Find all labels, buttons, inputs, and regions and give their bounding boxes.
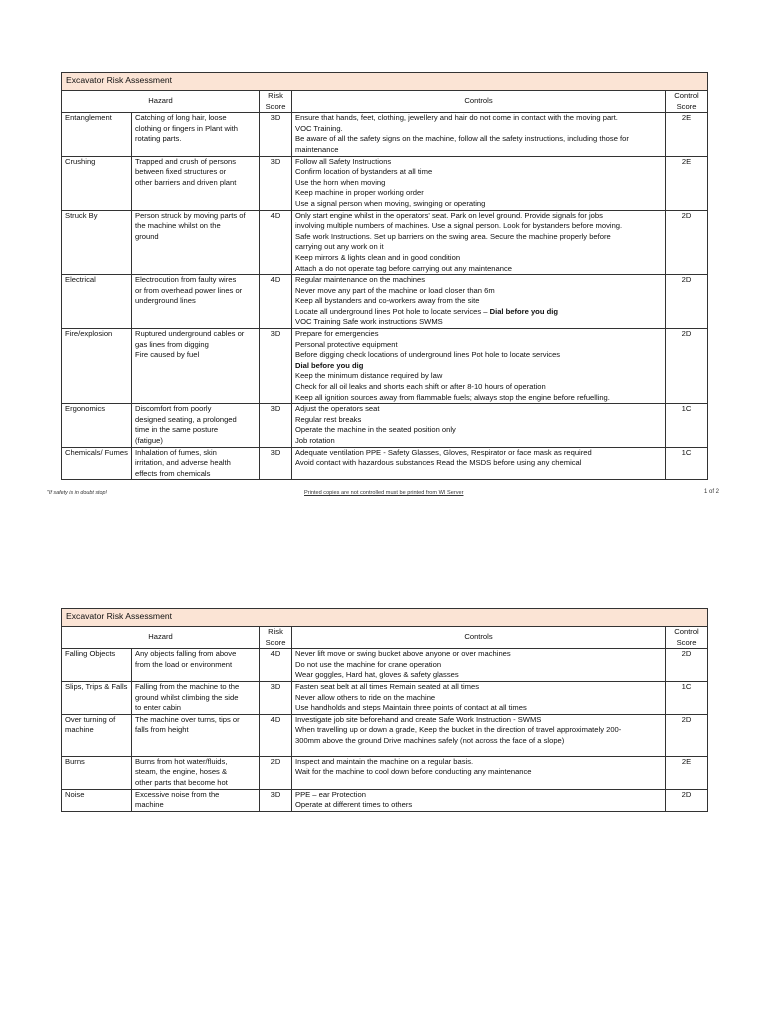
hazard-category: Fire/explosion <box>62 329 132 404</box>
risk-score: 3D <box>260 329 292 404</box>
control-line: Keep mirrors & lights clean and in good condition <box>295 252 461 262</box>
hazard-description: Ruptured underground cables or gas lines from digging Fire caused by fuel <box>132 329 260 404</box>
risk-score: 3D <box>260 404 292 447</box>
table-title-row <box>62 609 708 627</box>
printed-copies-note: Printed copies are not controlled must be printed from WI Server <box>304 490 464 496</box>
control-line: Check for all oil leaks and shorts each shift or after 8-10 hours of operation <box>295 382 546 392</box>
control-line: VOC Training Safe work instructions SWMS <box>295 317 443 327</box>
table-row <box>62 113 708 156</box>
hazard-description: Any objects falling from above from the load or environment <box>132 649 260 682</box>
hazard-description: Inhalation of fumes, skin irritation, and adverse health effects from chemicals <box>132 447 260 480</box>
table-row <box>62 714 708 756</box>
control-line: Operate at different times to others <box>295 800 413 810</box>
control-line: VOC Training. <box>295 123 343 133</box>
control-line: involving multiple numbers of machines. Use a signal person. Look for bystanders before moving. <box>295 221 623 231</box>
risk-score: 4D <box>260 649 292 682</box>
control-score: 1C <box>666 681 708 714</box>
control-line: Job rotation <box>295 436 335 445</box>
control-line: Personal protective equipment <box>295 339 398 349</box>
table-header-row <box>62 91 708 113</box>
control-line: Keep all ignition sources away from flammable fuels; always stop the engine before refuelling. <box>295 392 610 402</box>
control-score-header: Control Score <box>666 91 708 113</box>
control-line: Wear goggles, Hard hat, gloves & safety glasses <box>295 670 459 680</box>
hazard-description: The machine over turns, tips or falls from height <box>132 714 260 756</box>
control-score: 2D <box>666 275 708 329</box>
controls-cell <box>292 156 666 210</box>
table-row <box>62 756 708 789</box>
control-line: Adequate ventilation PPE - Safety Glasses, Gloves, Respirator or face mask as required <box>295 447 592 457</box>
control-line: Adjust the operators seat <box>295 404 380 414</box>
table-row <box>62 329 708 404</box>
control-line: Keep the minimum distance required by law <box>295 371 443 381</box>
controls-cell <box>292 329 666 404</box>
control-score: 1C <box>666 404 708 447</box>
controls-header: Controls <box>292 627 666 649</box>
control-score-header: Control Score <box>666 627 708 649</box>
control-line: PPE – ear Protection <box>295 789 366 799</box>
control-line: Keep machine in proper working order <box>295 188 424 198</box>
hazard-description: Discomfort from poorly designed seating, a prolonged time in the same posture (fatigue) <box>132 404 260 447</box>
controls-cell <box>292 756 666 789</box>
hazard-header: Hazard <box>62 91 260 113</box>
table-row <box>62 404 708 447</box>
hazard-category: Slips, Trips & Falls <box>62 681 132 714</box>
control-score: 2D <box>666 714 708 756</box>
control-score: 1C <box>666 447 708 480</box>
control-line: Before digging check locations of underground lines Pot hole to locate services <box>295 350 561 360</box>
table-header-row <box>62 627 708 649</box>
control-line: Investigate job site beforehand and create Safe Work Instruction - SWMS <box>295 714 542 724</box>
control-line: Inspect and maintain the machine on a regular basis. <box>295 756 474 766</box>
control-line: carrying out any work on it <box>295 242 384 252</box>
hazard-description: Electrocution from faulty wires or from overhead power lines or underground lines <box>132 275 260 329</box>
control-line: When travelling up or down a grade, Keep the bucket in the direction of travel approximately 200- <box>295 725 622 735</box>
table-row <box>62 210 708 275</box>
control-line: Fasten seat belt at all times Remain seated at all times <box>295 681 480 691</box>
controls-cell <box>292 275 666 329</box>
control-line: Dial before you dig <box>295 360 364 370</box>
controls-cell <box>292 714 666 756</box>
table-row <box>62 447 708 480</box>
control-line: Only start engine whilst in the operators' seat. Park on level ground. Provide signals for jobs <box>295 210 603 220</box>
controls-cell <box>292 789 666 811</box>
controls-cell <box>292 681 666 714</box>
control-line: Confirm location of bystanders at all time <box>295 167 433 177</box>
control-score: 2D <box>666 649 708 682</box>
controls-cell <box>292 447 666 480</box>
hazard-category: Electrical <box>62 275 132 329</box>
hazard-description: Burns from hot water/fluids, steam, the engine, hoses & other parts that become hot <box>132 756 260 789</box>
control-line: Regular rest breaks <box>295 414 362 424</box>
control-line: Keep all bystanders and co-workers away from the site <box>295 296 480 306</box>
risk-score: 3D <box>260 447 292 480</box>
control-score: 2D <box>666 329 708 404</box>
risk-table-page1 <box>61 72 708 480</box>
hazard-header: Hazard <box>62 627 260 649</box>
hazard-description: Person struck by moving parts of the machine whilst on the ground <box>132 210 260 275</box>
hazard-category: Entanglement <box>62 113 132 156</box>
control-line: Prepare for emergencies <box>295 329 379 339</box>
risk-score: 3D <box>260 681 292 714</box>
hazard-category: Over turning of machine <box>62 714 132 756</box>
hazard-category: Burns <box>62 756 132 789</box>
control-line: Avoid contact with hazardous substances Read the MSDS before using any chemical <box>295 458 582 468</box>
control-line: Operate the machine in the seated position only <box>295 425 456 435</box>
table-row <box>62 789 708 811</box>
risk-score: 3D <box>260 789 292 811</box>
control-line: Safe work Instructions. Set up barriers on the swing area. Secure the machine properly before <box>295 231 611 241</box>
control-score: 2D <box>666 210 708 275</box>
table-title: Excavator Risk Assessment <box>62 73 708 91</box>
hazard-category: Struck By <box>62 210 132 275</box>
control-line: 300mm above the ground Drive machines safely (not across the face of a slope) <box>295 735 565 745</box>
controls-header: Controls <box>292 91 666 113</box>
control-line: Ensure that hands, feet, clothing, jewellery and hair do not come in contact with the moving part. <box>295 113 618 123</box>
risk-score: 4D <box>260 275 292 329</box>
control-line: Never move any part of the machine or load closer than 6m <box>295 285 495 295</box>
control-line: Wait for the machine to cool down before conducting any maintenance <box>295 767 532 777</box>
hazard-description: Excessive noise from the machine <box>132 789 260 811</box>
table-title: Excavator Risk Assessment <box>62 609 708 627</box>
controls-cell <box>292 649 666 682</box>
risk-score-header: Risk Score <box>260 627 292 649</box>
hazard-description: Falling from the machine to the ground whilst climbing the side to enter cabin <box>132 681 260 714</box>
control-score: 2E <box>666 156 708 210</box>
hazard-category: Noise <box>62 789 132 811</box>
control-line: maintenance <box>295 144 339 154</box>
table-row <box>62 275 708 329</box>
hazard-category: Falling Objects <box>62 649 132 682</box>
controls-cell <box>292 210 666 275</box>
table-row <box>62 649 708 682</box>
control-score: 2E <box>666 113 708 156</box>
table-row <box>62 681 708 714</box>
risk-score: 3D <box>260 156 292 210</box>
hazard-description: Catching of long hair, loose clothing or fingers in Plant with rotating parts. <box>132 113 260 156</box>
control-line: Do not use the machine for crane operation <box>295 659 442 669</box>
table-row <box>62 156 708 210</box>
control-line: Follow all Safety Instructions <box>295 156 392 166</box>
risk-table-page2 <box>61 608 708 812</box>
risk-score: 2D <box>260 756 292 789</box>
control-line: Never allow others to ride on the machine <box>295 692 436 702</box>
page-number: 1 of 2 <box>704 489 720 495</box>
control-line: Never lift move or swing bucket above anyone or over machines <box>295 649 511 659</box>
control-line: Use handholds and steps Maintain three points of contact at all times <box>295 703 527 713</box>
control-line: Locate all underground lines Pot hole to locate services – Dial before you dig <box>295 306 558 316</box>
hazard-category: Crushing <box>62 156 132 210</box>
hazard-description: Trapped and crush of persons between fixed structures or other barriers and driven plant <box>132 156 260 210</box>
control-line: Regular maintenance on the machines <box>295 275 426 285</box>
control-score: 2E <box>666 756 708 789</box>
control-line: Be aware of all the safety signs on the machine, follow all the safety instructions, including those for <box>295 134 629 144</box>
controls-cell <box>292 404 666 447</box>
control-line: Use a signal person when moving, swinging or operating <box>295 198 486 208</box>
control-score: 2D <box>666 789 708 811</box>
risk-score: 4D <box>260 714 292 756</box>
safety-footer-note: "If safety is in doubt stop! <box>47 490 108 496</box>
table-title-row <box>62 73 708 91</box>
hazard-category: Ergonomics <box>62 404 132 447</box>
risk-score: 3D <box>260 113 292 156</box>
control-line: Use the horn when moving <box>295 177 386 187</box>
controls-cell <box>292 113 666 156</box>
risk-score-header: Risk Score <box>260 91 292 113</box>
control-line: Attach a do not operate tag before carrying out any maintenance <box>295 263 512 273</box>
hazard-category: Chemicals/ Fumes <box>62 447 132 480</box>
risk-score: 4D <box>260 210 292 275</box>
